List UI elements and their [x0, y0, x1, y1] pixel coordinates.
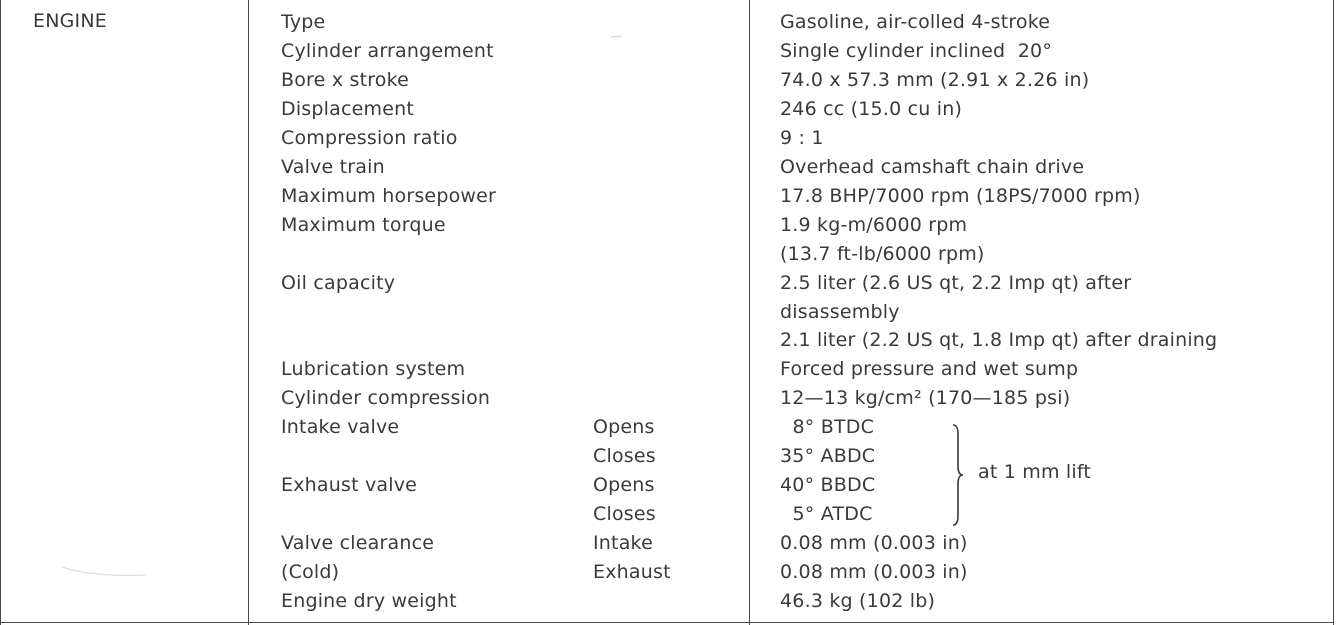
section-title: ENGINE [33, 10, 107, 32]
spec-value: 5° ATDC [780, 503, 873, 525]
spec-label: Bore x stroke [281, 69, 410, 91]
table-bottom-border [0, 622, 1334, 623]
spec-value: 8° BTDC [780, 416, 875, 438]
spec-value: 17.8 BHP/7000 rpm (18PS/7000 rpm) [780, 185, 1141, 207]
scan-mark [610, 34, 624, 40]
spec-value: 2.5 liter (2.6 US qt, 2.2 Imp qt) after [780, 272, 1132, 294]
right-brace [949, 424, 973, 526]
spec-label: Valve train [281, 156, 385, 178]
spec-label: Oil capacity [281, 272, 396, 294]
spec-label: Engine dry weight [281, 590, 457, 612]
spec-label: Cylinder compression [281, 387, 491, 409]
spec-label: Maximum torque [281, 214, 446, 236]
spec-value: (13.7 ft-lb/6000 rpm) [780, 243, 985, 265]
spec-value: 0.08 mm (0.003 in) [780, 532, 968, 554]
spec-value: Single cylinder inclined 20° [780, 40, 1053, 62]
spec-value: 74.0 x 57.3 mm (2.91 x 2.26 in) [780, 69, 1090, 91]
spec-value: 9 : 1 [780, 127, 824, 149]
spec-sub-label: Opens [593, 474, 655, 496]
spec-sub-label: Opens [593, 416, 655, 438]
spec-label: Lubrication system [281, 358, 466, 380]
spec-label: Exhaust valve [281, 474, 418, 496]
spec-label: Cylinder arrangement [281, 40, 494, 62]
spec-sub-label: Intake [593, 532, 653, 554]
spec-label: Compression ratio [281, 127, 458, 149]
spec-value: 46.3 kg (102 lb) [780, 590, 936, 612]
spec-value: 1.9 kg-m/6000 rpm [780, 214, 968, 236]
column-divider-2 [749, 0, 750, 625]
spec-label: Type [281, 11, 326, 33]
table-left-border [0, 0, 1, 625]
spec-label: (Cold) [281, 561, 340, 583]
spec-value: Gasoline, air-colled 4-stroke [780, 11, 1051, 33]
brace-note: at 1 mm lift [978, 461, 1092, 483]
spec-value: Forced pressure and wet sump [780, 358, 1079, 380]
spec-value: disassembly [780, 301, 900, 323]
spec-value: 0.08 mm (0.003 in) [780, 561, 968, 583]
scan-mark [60, 563, 150, 581]
spec-value: 12—13 kg/cm² (170—185 psi) [780, 387, 1071, 409]
spec-label: Intake valve [281, 416, 400, 438]
spec-sub-label: Closes [593, 503, 656, 525]
spec-value: 246 cc (15.0 cu in) [780, 98, 963, 120]
table-right-border [1333, 0, 1334, 625]
spec-value: 2.1 liter (2.2 US qt, 1.8 Imp qt) after draining [780, 329, 1218, 351]
spec-label: Maximum horsepower [281, 185, 497, 207]
spec-value: 40° BBDC [780, 474, 876, 496]
spec-value: 35° ABDC [780, 445, 876, 467]
spec-sub-label: Closes [593, 445, 656, 467]
spec-label: Valve clearance [281, 532, 435, 554]
spec-label: Displacement [281, 98, 415, 120]
spec-value: Overhead camshaft chain drive [780, 156, 1085, 178]
column-divider-1 [248, 0, 249, 625]
spec-sub-label: Exhaust [593, 561, 671, 583]
